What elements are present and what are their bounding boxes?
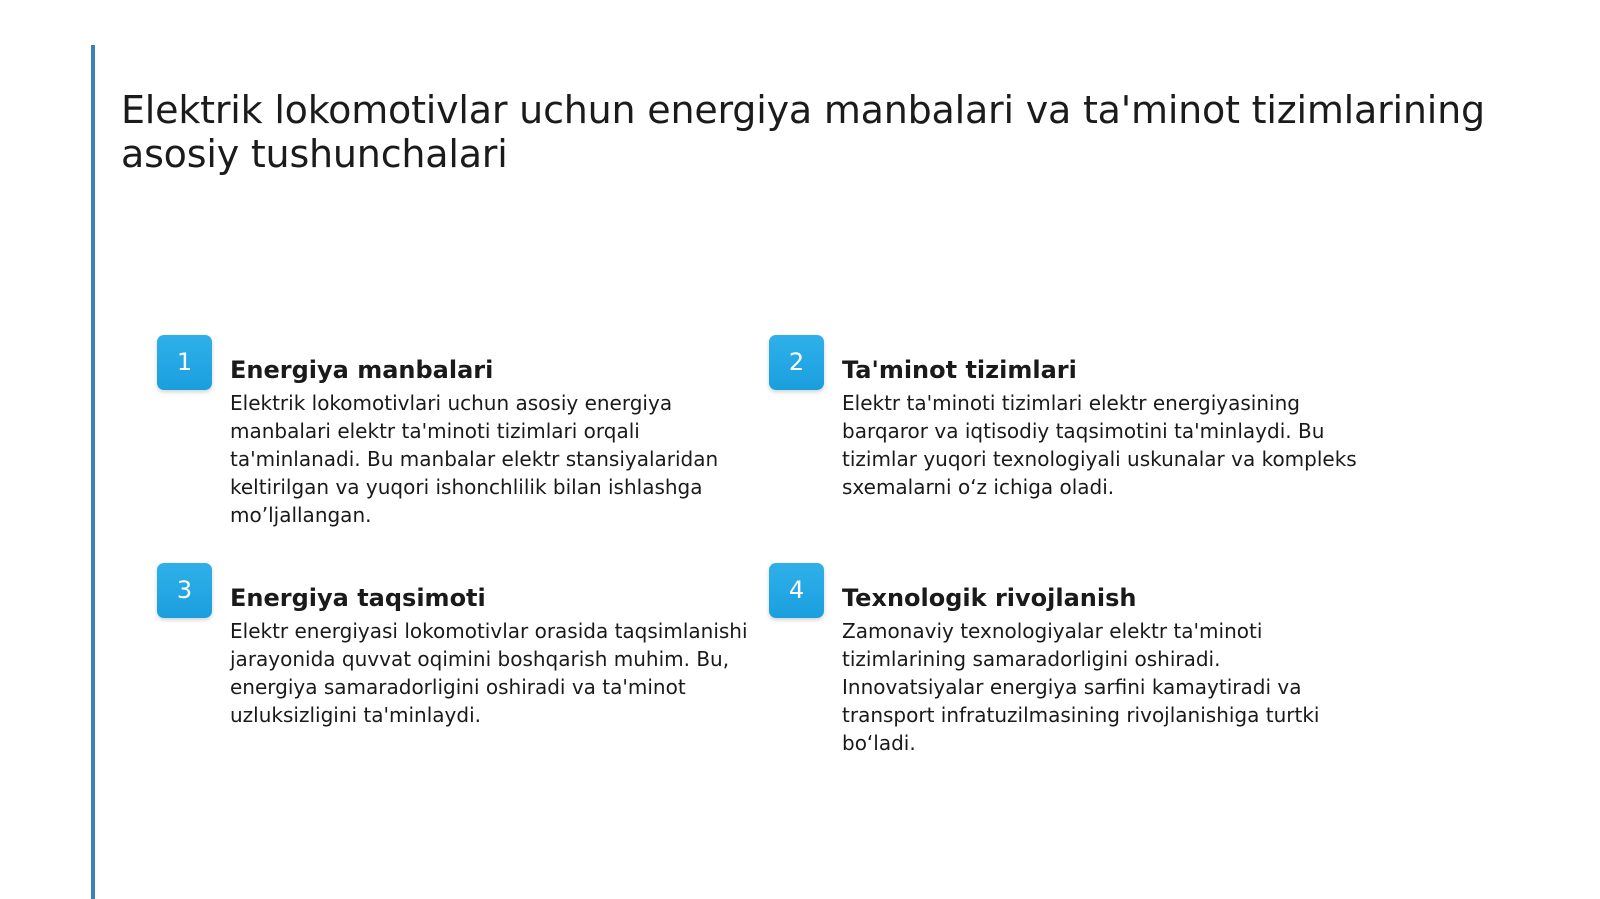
item-text: Elektr ta'minoti tizimlari elektr energiyasining barqaror va iqtisodiy taqsimotini ta'minlaydi. Bu tizimlar yuqori texnologiyali uskunalar va kompleks sxemalarni o‘z ichiga oladi. bbox=[842, 391, 1357, 499]
number-badge bbox=[769, 335, 824, 390]
number-badge bbox=[157, 563, 212, 618]
item-text: Elektr energiyasi lokomotivlar orasida taqsimlanishi jarayonida quvvat oqimini boshqarish muhim. Bu, energiya samaradorligini oshiradi va ta'minot uzluksizligini ta'minlaydi. bbox=[230, 619, 748, 727]
item-title: Energiya taqsimoti bbox=[230, 584, 486, 612]
item-title: Energiya manbalari bbox=[230, 356, 494, 384]
accent-bar bbox=[91, 45, 95, 899]
badge-number: 2 bbox=[788, 348, 805, 376]
badge-number: 3 bbox=[176, 576, 193, 604]
item-title: Ta'minot tizimlari bbox=[842, 356, 1077, 384]
number-badge bbox=[769, 563, 824, 618]
item-text: Elektrik lokomotivlari uchun asosiy energiya manbalari elektr ta'minoti tizimlari orqali ta'minlanadi. Bu manbalar elektr stansiyalaridan keltirilgan va yuqori ishonchlilik bilan ishlashga mo’ljallangan. bbox=[230, 391, 719, 527]
badge-number: 1 bbox=[176, 348, 193, 376]
slide-title: Elektrik lokomotivlar uchun energiya manbalari va ta'minot tizimlarining asosiy tushunchalari bbox=[121, 88, 1485, 176]
number-badge bbox=[157, 335, 212, 390]
item-text: Zamonaviy texnologiyalar elektr ta'minoti tizimlarining samaradorligini oshiradi. Innovatsiyalar energiya sarfini kamaytiradi va transport infratuzilmasining rivojlanishiga turtki bo‘ladi. bbox=[842, 619, 1320, 755]
badge-number: 4 bbox=[788, 576, 805, 604]
item-title: Texnologik rivojlanish bbox=[842, 584, 1137, 612]
